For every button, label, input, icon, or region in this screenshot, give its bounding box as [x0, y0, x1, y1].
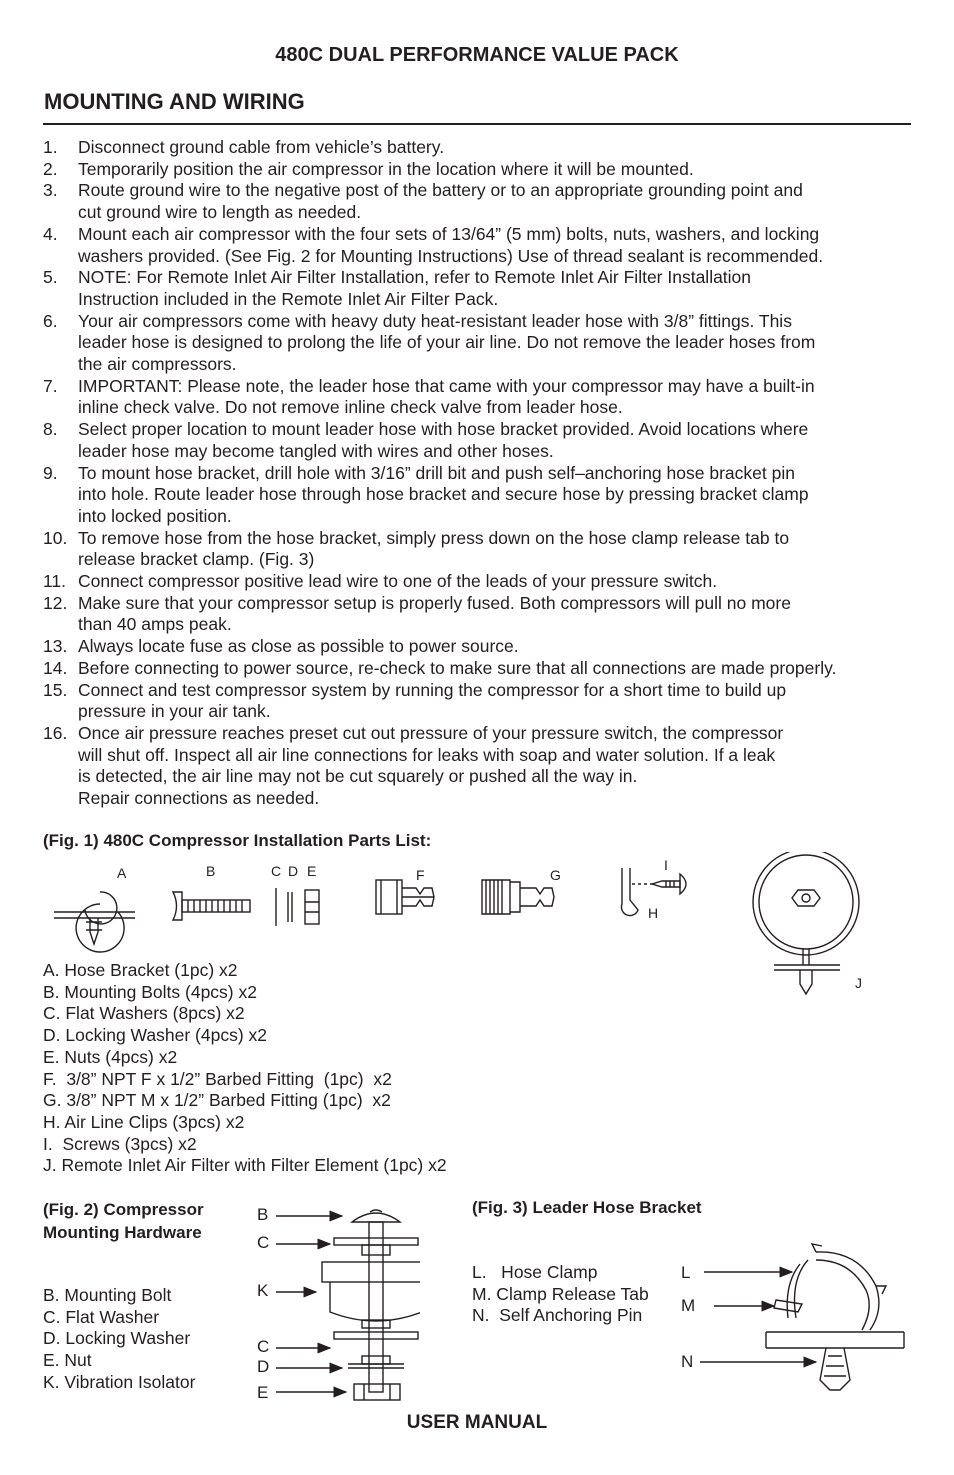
fig2-label-d: D [257, 1357, 270, 1376]
fig1-caption: (Fig. 1) 480C Compressor Installation Parts List: [43, 831, 432, 850]
instruction-steps [43, 137, 913, 810]
bolt-head-drawing [352, 1213, 400, 1222]
step-text: To remove hose from the hose bracket, simply press down on the hose clamp release tab to release bracket clamp. (Fig. 3) [78, 527, 790, 570]
fig2-caption-line1: (Fig. 2) Compressor [43, 1200, 204, 1219]
step-text: Connect and test compressor system by running the compressor for a short time to build up pressure in your air tank. [78, 679, 787, 722]
step-text: Route ground wire to the negative post of the battery or to an appropriate grounding point and cut ground wire to length as needed. [78, 180, 803, 223]
flat-washer-top-drawing [334, 1238, 418, 1245]
fig2-label-e: E [257, 1383, 269, 1402]
fig3-legend-item: M. Clamp Release Tab [472, 1283, 649, 1304]
step-number: 1. [43, 137, 58, 157]
fig2-caption [43, 1198, 243, 1244]
parts-list-item: I. Screws (3pcs) x2 [43, 1133, 197, 1154]
parts-list-item: C. Flat Washers (8pcs) x2 [43, 1003, 245, 1024]
parts-list-item: H. Air Line Clips (3pcs) x2 [43, 1111, 245, 1132]
fig1-label-e: E [307, 863, 317, 879]
step-item [43, 571, 913, 593]
fig1-label-b: B [206, 863, 216, 879]
step-item [43, 528, 913, 571]
fig1-label-a: A [117, 865, 127, 881]
step-text: Mount each air compressor with the four sets of 13/64” (5 mm) bolts, nuts, washers, and locking washers provided. (See Fig. 2 for Mounting Instructions) Use of thread sealant is recommended. [78, 223, 824, 266]
step-item [43, 376, 913, 419]
step-number: 7. [43, 375, 58, 396]
fig2-label-b: B [257, 1205, 269, 1224]
step-text: Make sure that your compressor setup is properly fused. Both compressors will pull no more than 40 amps peak. [78, 592, 791, 635]
heading-rule [43, 123, 911, 125]
step-number: 8. [43, 419, 58, 440]
step-number: 5. [43, 267, 58, 288]
fig3-label-m: M [681, 1296, 696, 1315]
fig1-label-c: C [271, 863, 282, 879]
fig2-legend-item: K. Vibration Isolator [43, 1371, 196, 1392]
flat-washer-bottom-drawing [334, 1332, 418, 1339]
parts-list-item: E. Nuts (4pcs) x2 [43, 1046, 178, 1067]
mounting-bolt-drawing [173, 892, 250, 920]
step-item [43, 137, 913, 159]
step-text: Before connecting to power source, re-check to make sure that all connections are made properly. [78, 657, 837, 678]
fig3-label-l: L [681, 1263, 691, 1282]
step-text: To mount hose bracket, drill hole with 3/16” drill bit and push self–anchoring hose bracket pin into hole. Route leader hose through hose bracket and secure hose by pressing bracket clamp into locked position. [78, 462, 809, 526]
product-title: 480C DUAL PERFORMANCE VALUE PACK [275, 44, 679, 66]
fig1-label-i: I [664, 857, 668, 873]
step-text: Temporarily position the air compressor in the location where it will be mounted. [78, 158, 694, 179]
fig2-caption-line2: Mounting Hardware [43, 1223, 202, 1242]
self-anchoring-pin-drawing [820, 1348, 850, 1390]
fig2-legend-item: E. Nut [43, 1350, 92, 1371]
bolt-shaft-drawing [369, 1222, 383, 1392]
fig1-label-j: J [855, 975, 862, 991]
step-number: 10. [43, 527, 68, 548]
footer-title: USER MANUAL [406, 1412, 548, 1433]
step-item [43, 723, 913, 810]
step-number: 13. [43, 636, 68, 657]
screw-drawing [652, 874, 686, 894]
fig3-legend-item: L. Hose Clamp [472, 1262, 598, 1282]
step-item [43, 658, 913, 680]
fig3-caption: (Fig. 3) Leader Hose Bracket [472, 1198, 702, 1217]
parts-list-item: D. Locking Washer (4pcs) x2 [43, 1025, 268, 1046]
step-item [43, 593, 913, 636]
step-number: 4. [43, 223, 58, 244]
hose-bracket-drawing [54, 892, 135, 952]
parts-list-item: A. Hose Bracket (1pc) x2 [43, 960, 238, 980]
fig1-label-g: G [550, 867, 561, 883]
step-number: 9. [43, 462, 58, 483]
section-heading: MOUNTING AND WIRING [44, 89, 305, 114]
step-number: 15. [43, 679, 68, 700]
step-text: Disconnect ground cable from vehicle’s battery. [78, 137, 445, 157]
parts-list-item: B. Mounting Bolts (4pcs) x2 [43, 981, 257, 1002]
fig2-legend-item: C. Flat Washer [43, 1306, 160, 1327]
step-item [43, 311, 913, 376]
barbed-fitting-f-drawing [376, 880, 434, 914]
fig1-label-h: H [648, 905, 659, 921]
fig2-legend-item: B. Mounting Bolt [43, 1285, 172, 1305]
fig1-label-d: D [288, 863, 299, 879]
step-text: Always locate fuse as close as possible to power source. [78, 636, 519, 657]
fig3-leader-hose-bracket-illustration [690, 1240, 914, 1400]
barbed-fitting-g-drawing [482, 880, 554, 914]
step-number: 11. [43, 571, 67, 592]
step-number: 12. [43, 592, 68, 613]
step-number: 2. [43, 158, 58, 179]
step-number: 6. [43, 310, 58, 331]
fig2-label-k: K [257, 1281, 269, 1300]
step-item [43, 180, 913, 223]
step-item [43, 159, 913, 181]
fig2-legend [43, 1285, 195, 1394]
bracket-base-drawing [766, 1332, 904, 1348]
step-text: Connect compressor positive lead wire to one of the leads of your pressure switch. [78, 571, 718, 592]
step-text: NOTE: For Remote Inlet Air Filter Installation, refer to Remote Inlet Air Filter Installation Instruction included in the Remote Inlet Air Filter Pack. [78, 267, 752, 309]
step-item [43, 463, 913, 528]
step-number: 3. [43, 180, 58, 201]
step-text: Once air pressure reaches preset cut out pressure of your pressure switch, the compressor will shut off. Inspect all air line connections for leaks with soap and water solution. If a leak is detected, the air line may not be cut squarely or pushed all the way in. Repair connections as needed. [78, 722, 784, 809]
step-item [43, 419, 913, 462]
fig2-label-c-lower: C [257, 1337, 270, 1356]
fig2-legend-item: D. Locking Washer [43, 1328, 191, 1349]
step-number: 16. [43, 722, 68, 743]
fig3-legend-item: N. Self Anchoring Pin [472, 1305, 643, 1326]
fig3-legend [472, 1262, 649, 1327]
fig3-label-n: N [681, 1352, 694, 1371]
fig2-mounting-hardware-illustration [250, 1198, 420, 1408]
remote-inlet-filter-drawing [753, 852, 859, 994]
step-item [43, 680, 913, 723]
hose-clamp-drawing [787, 1244, 886, 1330]
parts-list-item: G. 3/8” NPT M x 1/2” Barbed Fitting (1pc) x2 [43, 1090, 391, 1111]
step-number: 14. [43, 657, 68, 678]
step-text: Your air compressors come with heavy duty heat-resistant leader hose with 3/8” fittings. This leader hose is designed to prolong the life of your air line. Do not remove the leader hoses from the air compressors. [78, 310, 816, 375]
parts-list [43, 960, 447, 1177]
vibration-isolator-drawing [322, 1262, 420, 1282]
step-item [43, 267, 913, 310]
step-text: Select proper location to mount leader hose with hose bracket provided. Avoid locations where leader hose may become tangled with wires and other hoses. [78, 419, 809, 461]
step-item [43, 224, 913, 267]
step-item [43, 636, 913, 658]
clamp-release-tab-drawing [774, 1300, 802, 1312]
fig1-label-f: F [416, 867, 425, 883]
washer-nut-drawing [276, 888, 319, 926]
parts-list-item: F. 3/8” NPT F x 1/2” Barbed Fitting (1pc) x2 [43, 1068, 392, 1089]
step-text: IMPORTANT: Please note, the leader hose that came with your compressor may have a built-in inline check valve. Do not remove inline check valve from leader hose. [78, 375, 815, 418]
parts-list-item: J. Remote Inlet Air Filter with Filter Element (1pc) x2 [43, 1155, 447, 1176]
fig2-label-c: C [257, 1233, 270, 1252]
